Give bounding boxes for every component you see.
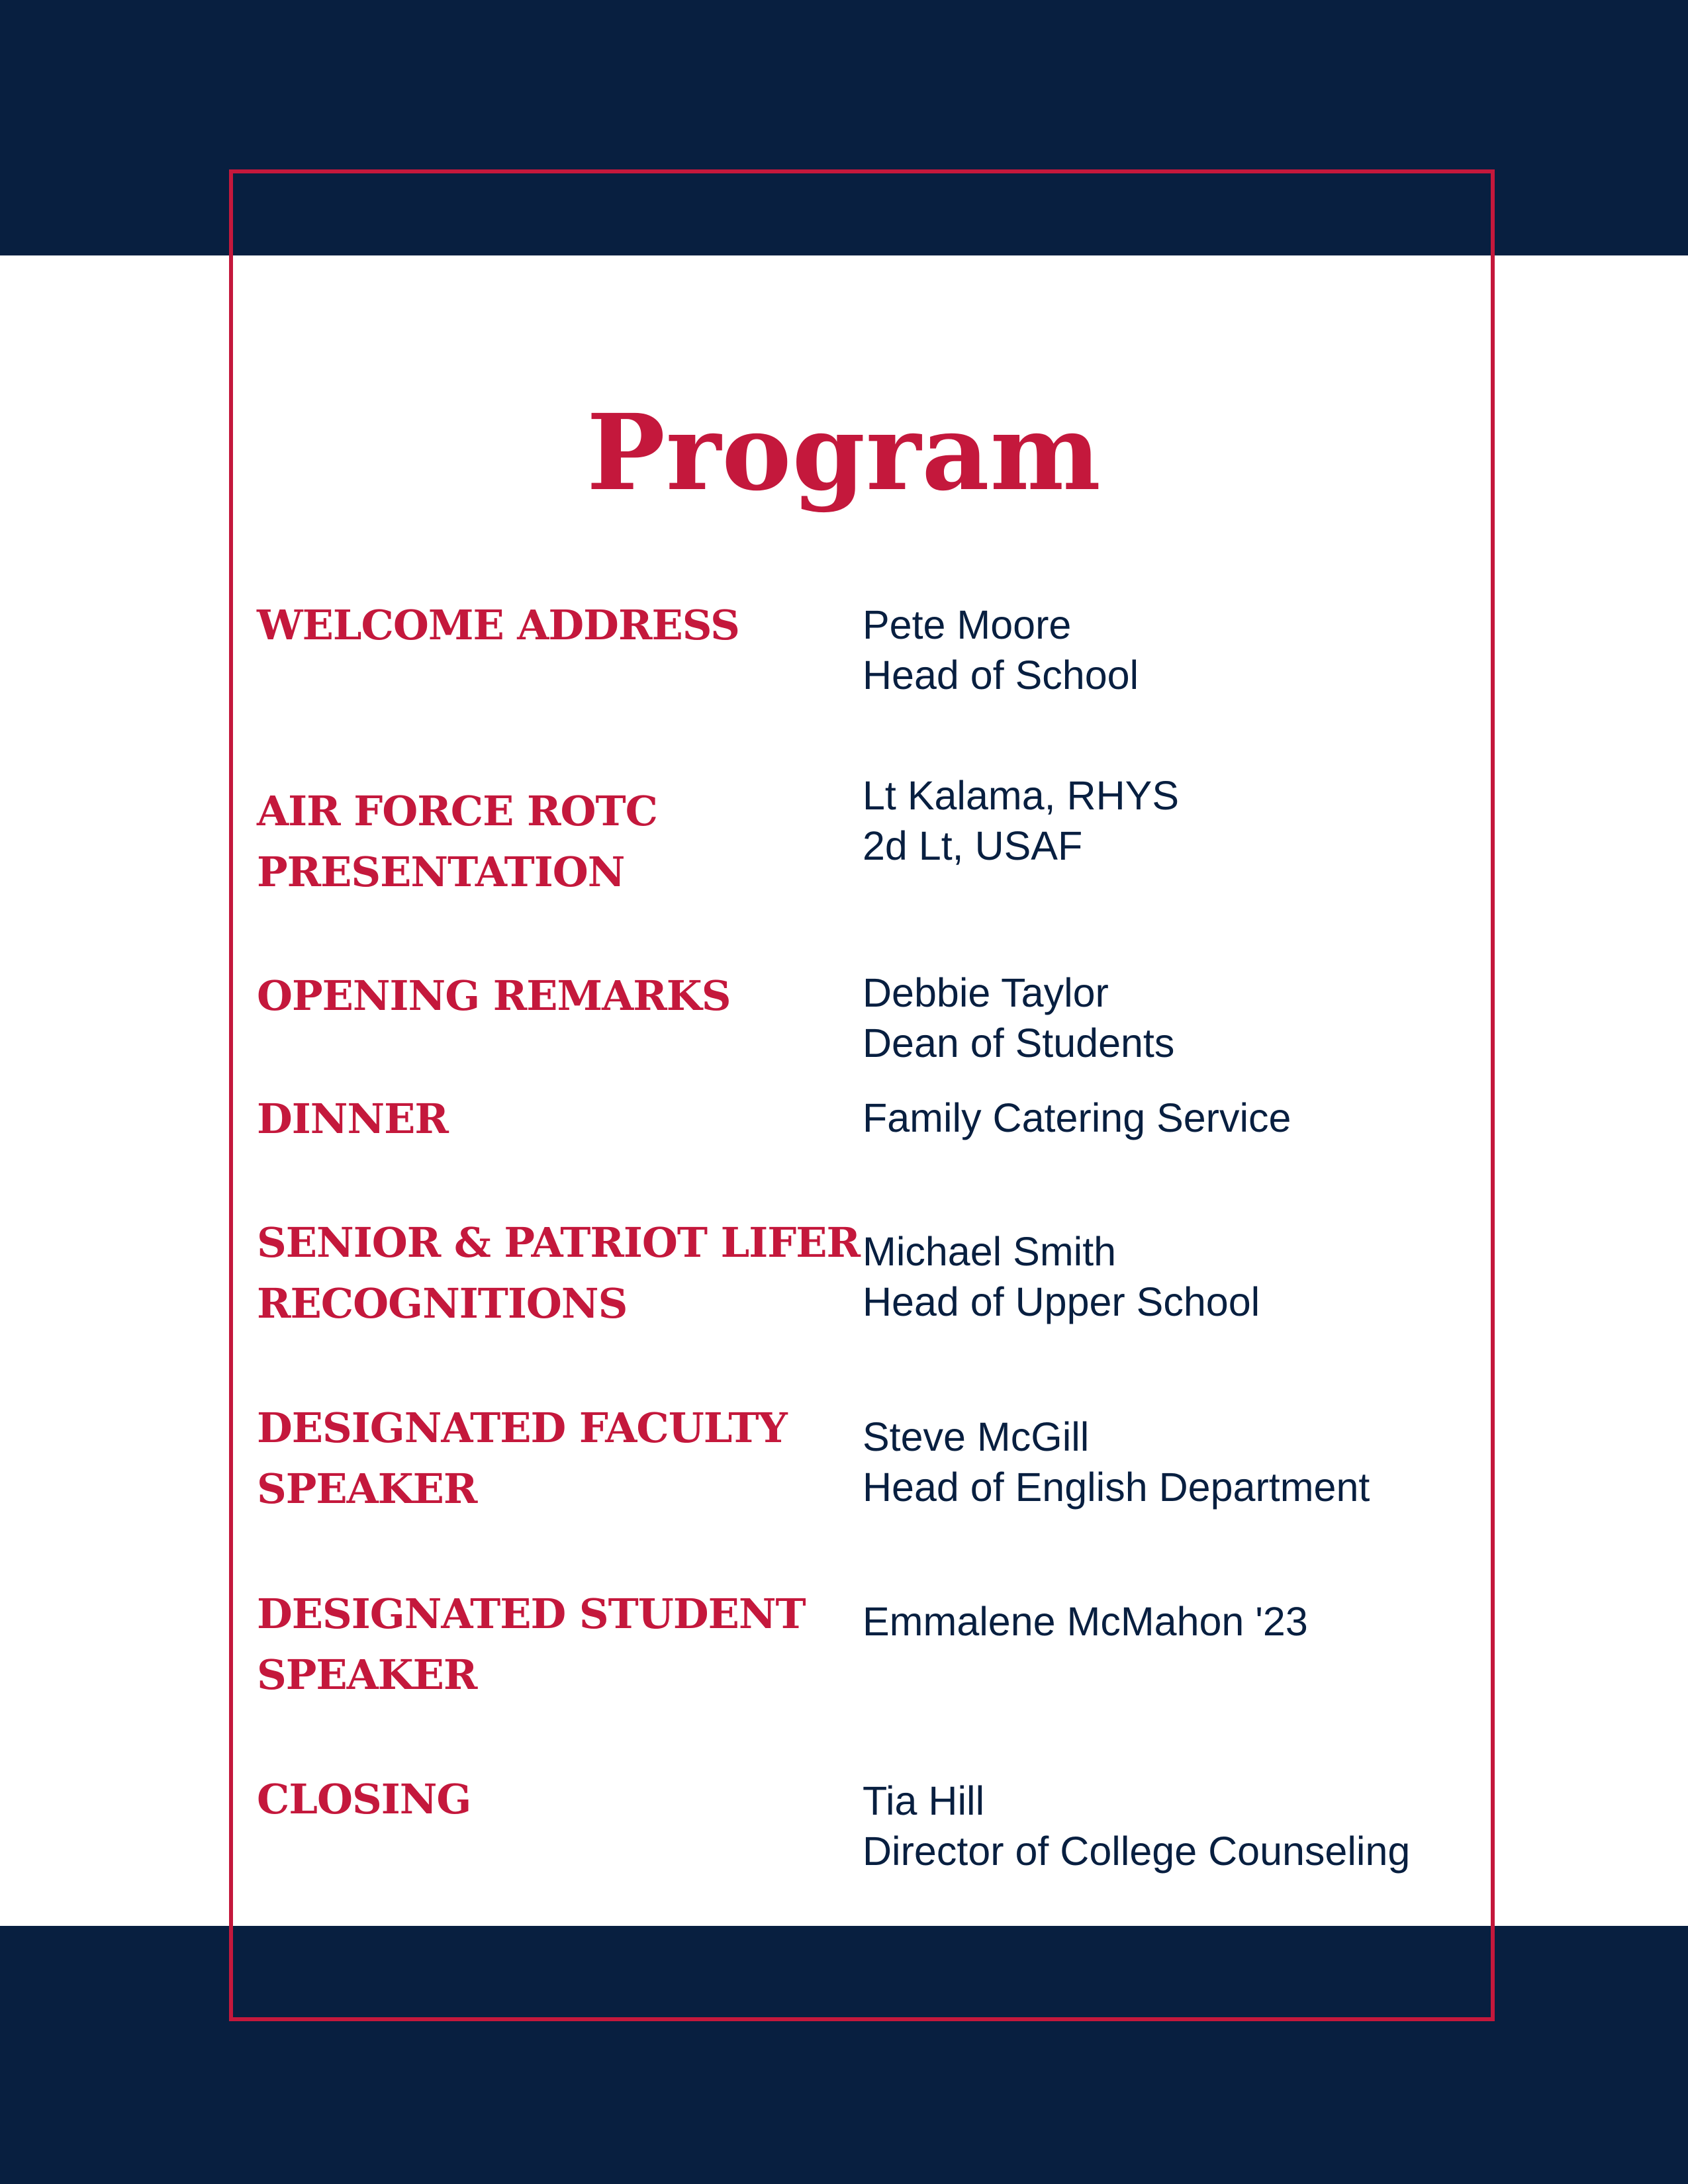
speaker-name: Pete Moore [863,602,1072,647]
program-item-label-air-force-rotc [257,781,839,903]
speaker-name: Emmalene McMahon '23 [863,1599,1308,1644]
program-item-speaker-opening-remarks [863,968,1485,1068]
speaker-title: Head of English Department [863,1465,1370,1510]
program-item-speaker-air-force-rotc [863,770,1485,871]
label-line: SENIOR & PATRIOT LIFER [257,1218,860,1267]
program-item-speaker-student-speaker [863,1596,1485,1647]
speaker-name: Steve McGill [863,1414,1090,1459]
label-line: DESIGNATED FACULTY [257,1404,787,1452]
speaker-name: Lt Kalama, RHYS [863,773,1180,818]
program-item-speaker-senior-patriot-lifer [863,1226,1485,1327]
speaker-title: 2d Lt, USAF [863,823,1083,868]
speaker-name: Tia Hill [863,1778,985,1823]
label-line: PRESENTATION [257,848,625,896]
program-item-label-welcome-address [257,595,839,656]
label-line: OPENING REMARKS [257,972,731,1020]
program-item-label-faculty-speaker [257,1398,839,1520]
program-item-label-student-speaker [257,1584,839,1706]
program-item-speaker-closing [863,1776,1485,1876]
program-item-label-senior-patriot-lifer [257,1212,860,1334]
label-line: AIR FORCE ROTC [257,787,657,835]
speaker-title: Director of College Counseling [863,1829,1411,1874]
program-item-speaker-faculty-speaker [863,1412,1485,1512]
speaker-name: Debbie Taylor [863,970,1109,1015]
label-line: DINNER [257,1095,448,1143]
label-line: SPEAKER [257,1465,477,1513]
program-item-speaker-dinner [863,1093,1485,1143]
program-item-label-opening-remarks [257,966,839,1026]
speaker-title: Head of Upper School [863,1279,1260,1324]
program-item-speaker-welcome-address [863,600,1485,700]
speaker-title: Head of School [863,653,1139,698]
label-line: CLOSING [257,1775,471,1823]
speaker-name: Michael Smith [863,1229,1117,1274]
label-line: RECOGNITIONS [257,1279,628,1328]
speaker-title: Dean of Students [863,1021,1175,1066]
speaker-name: Family Catering Service [863,1095,1291,1140]
program-item-label-closing [257,1769,839,1830]
page-title: Program [586,392,1102,514]
label-line: WELCOME ADDRESS [257,601,739,649]
program-item-label-dinner [257,1089,839,1150]
label-line: DESIGNATED STUDENT [257,1590,806,1638]
label-line: SPEAKER [257,1651,477,1699]
